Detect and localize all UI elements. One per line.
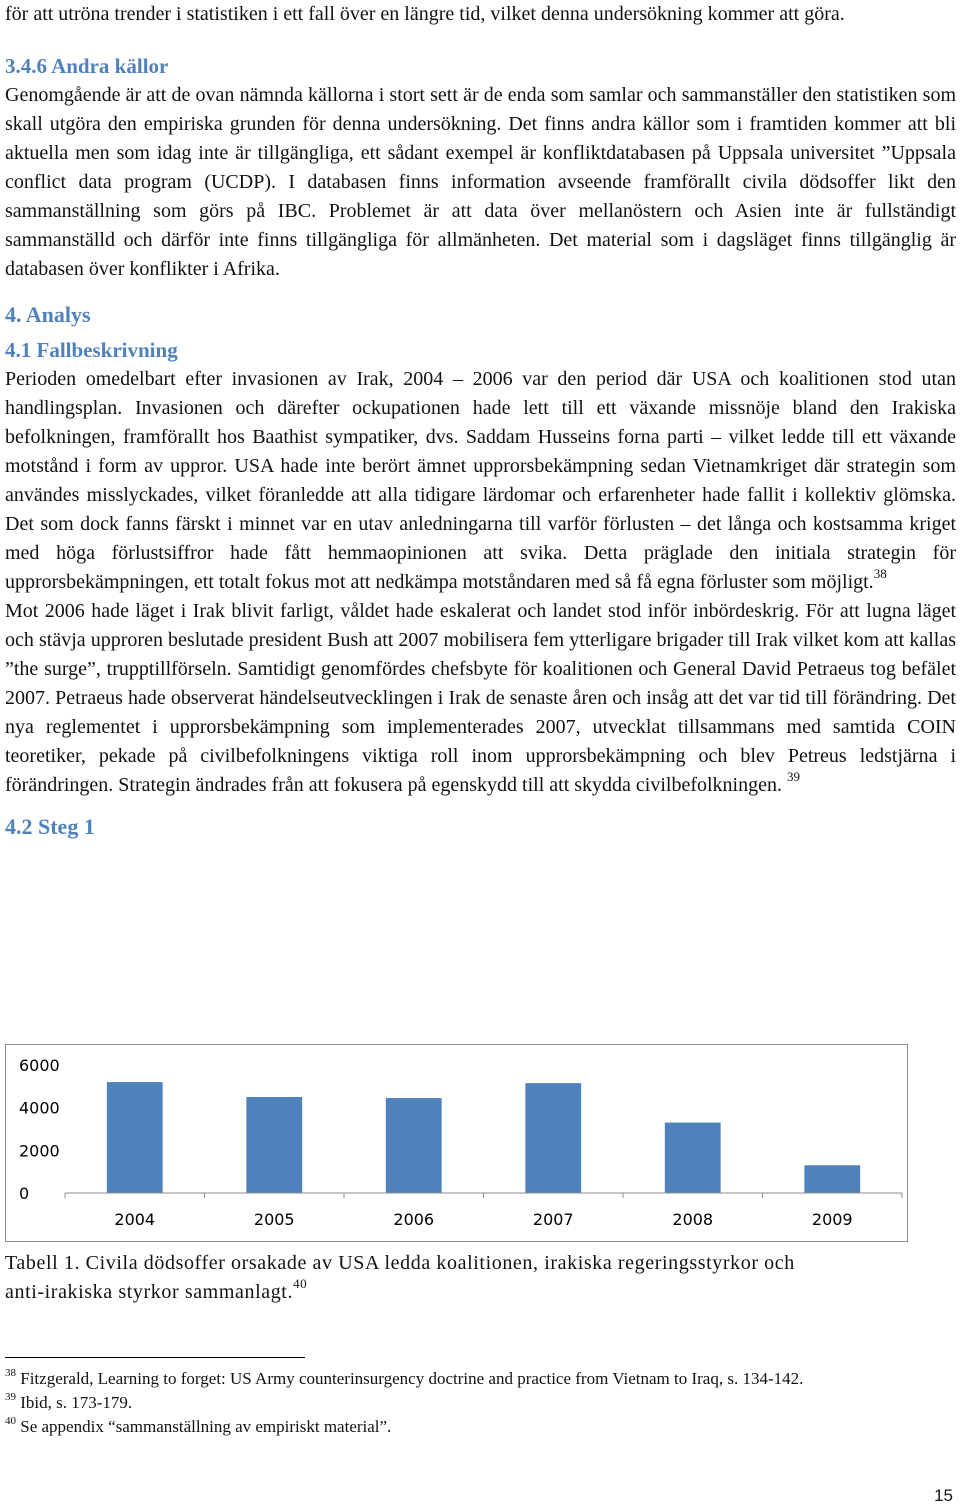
x-tick-label: 2006 (393, 1210, 435, 1229)
footnote-40 (5, 1415, 956, 1439)
bar-2006 (386, 1098, 442, 1193)
page-content (5, 0, 956, 840)
footnote-ref-40: 40 (293, 1276, 308, 1292)
bar-2004 (107, 1082, 163, 1193)
x-tick-label: 2004 (114, 1210, 156, 1229)
paragraph-andra-kallor: Genomgående är att de ovan nämnda källorna i stort sett är de enda som samlar och sammanställer den statistiken som skall utgöra den empiriska grunden för denna undersökning. Det finns andra källor som i framtiden kommer att bli aktuella men som idag inte är tillgängliga, ett sådant exempel är konfliktdatabasen på Uppsala universitet ”Uppsala conflict data program (UCDP). I databasen finns information avseende framförallt civila dödsoffer likt den sammanställning som görs på IBC. Problemet är att data över mellanöstern och Asien inte är fullständigt sammanställd och därför inte finns tillgängliga för allmänheten. Det material som i dagsläget finns tillgänglig är databasen över konflikter i Afrika. (5, 84, 956, 280)
bar-chart (5, 1044, 908, 1242)
caption-text: anti-irakiska styrkor sammanlagt. (5, 1281, 294, 1303)
footnote-text: Fitzgerald, Learning to forget: US Army counterinsurgency doctrine and practice from Vietnam to Iraq, s. 134-142. (20, 1369, 804, 1388)
paragraph-fallbeskrivning-2 (5, 597, 956, 800)
footnote-number: 40 (5, 1415, 16, 1428)
paragraph-text: Mot 2006 hade läget i Irak blivit farligt, våldet hade eskalerat och landet stod inför inbördeskrig. För att lugna läget och stävja upproren beslutade president Bush att 2007 mobilisera fem ytterligare brigader till Irak vilket kom att kallas ”the surge”, trupptillförseln. Samtidigt genomfördes chefsbyte för koalitionen och General David Petraeus tog befälet 2007. Petraeus hade observerat händelseutvecklingen i Irak de senaste åren och insåg att det var tid till förändring. Det nya reglementet i upprorsbekämpning som implementerades 2007, utvecklat tillsammans med samtida COIN teoretiker, pekade på civilbefolkningens viktiga roll inom upprorsbekämpning och blev Petreus ledstjärna i förändringen. Strategin ändrades från att fokusera på egenskydd till att skydda civilbefolkningen. (5, 600, 956, 796)
footnote-ref-39: 39 (786, 769, 800, 785)
footnote-text: Ibid, s. 173-179. (20, 1393, 133, 1412)
table-caption (5, 1249, 956, 1307)
paragraph-fallbeskrivning-1 (5, 365, 956, 597)
heading-4-1: 4.1 Fallbeskrivning (5, 338, 178, 362)
bar-2009 (804, 1165, 860, 1193)
footnote-39 (5, 1391, 956, 1415)
y-tick-label: 6000 (19, 1056, 60, 1075)
x-tick-label: 2008 (672, 1210, 714, 1229)
paragraph-text: Perioden omedelbart efter invasionen av Irak, 2004 – 2006 var den period där USA och koalitionen stod utan handlingsplan. Invasionen och därefter ockupationen hade lett till ett växande missnöje bland den Irakiska befolkningen, framförallt hos Baathist sympatiker, dvs. Saddam Husseins forna parti – vilket ledde till ett växande motstånd i form av uppror. USA hade inte berört ämnet upprorsbekämpning sedan Vietnamkriget där strategin som användes misslyckades, vilket föranledde att alla tidigare lärdomar och erfarenheter hade fallit i kollektiv glömska. Det som dock fanns färskt i minnet var en utav anledningarna till varför förlusten – det långa och kostsamma kriget med höga förlustsiffror hade fått hemmaopinionen att svika. Detta präglade den initiala strategin för upprorsbekämpningen, ett totalt fokus mot att nedkämpa motståndaren med så få egna förluster som möjligt. (5, 368, 956, 593)
footnote-separator (5, 1357, 305, 1358)
heading-3-4-6: 3.4.6 Andra källor (5, 54, 169, 78)
caption-line-1: Tabell 1. Civila dödsoffer orsakade av USA ledda koalitionen, irakiska regeringsstyrkor och (5, 1252, 795, 1274)
page-number: 15 (934, 1486, 953, 1505)
x-tick-label: 2007 (532, 1210, 574, 1229)
footnote-number: 38 (5, 1367, 16, 1380)
bar-2007 (525, 1083, 581, 1193)
footnotes (5, 1367, 956, 1439)
bar-2008 (665, 1123, 721, 1193)
x-tick-label: 2009 (811, 1210, 853, 1229)
bar-2005 (246, 1097, 302, 1193)
bar-chart-svg (5, 1044, 908, 1242)
heading-4-2: 4.2 Steg 1 (5, 814, 95, 839)
footnote-ref-38: 38 (873, 566, 887, 582)
y-tick-label: 0 (19, 1184, 30, 1203)
heading-4-analys: 4. Analys (5, 302, 91, 327)
y-tick-label: 2000 (19, 1141, 60, 1161)
x-tick-label: 2005 (253, 1210, 295, 1229)
y-tick-label: 4000 (19, 1098, 60, 1118)
top-paragraph: för att utröna trender i statistiken i ett fall över en längre tid, vilket denna undersökning kommer att göra. (5, 3, 845, 25)
caption-line-2 (5, 1278, 956, 1307)
footnote-number: 39 (5, 1391, 16, 1404)
footnote-38 (5, 1367, 956, 1391)
footnote-text: Se appendix “sammanställning av empiriskt material”. (20, 1417, 392, 1436)
